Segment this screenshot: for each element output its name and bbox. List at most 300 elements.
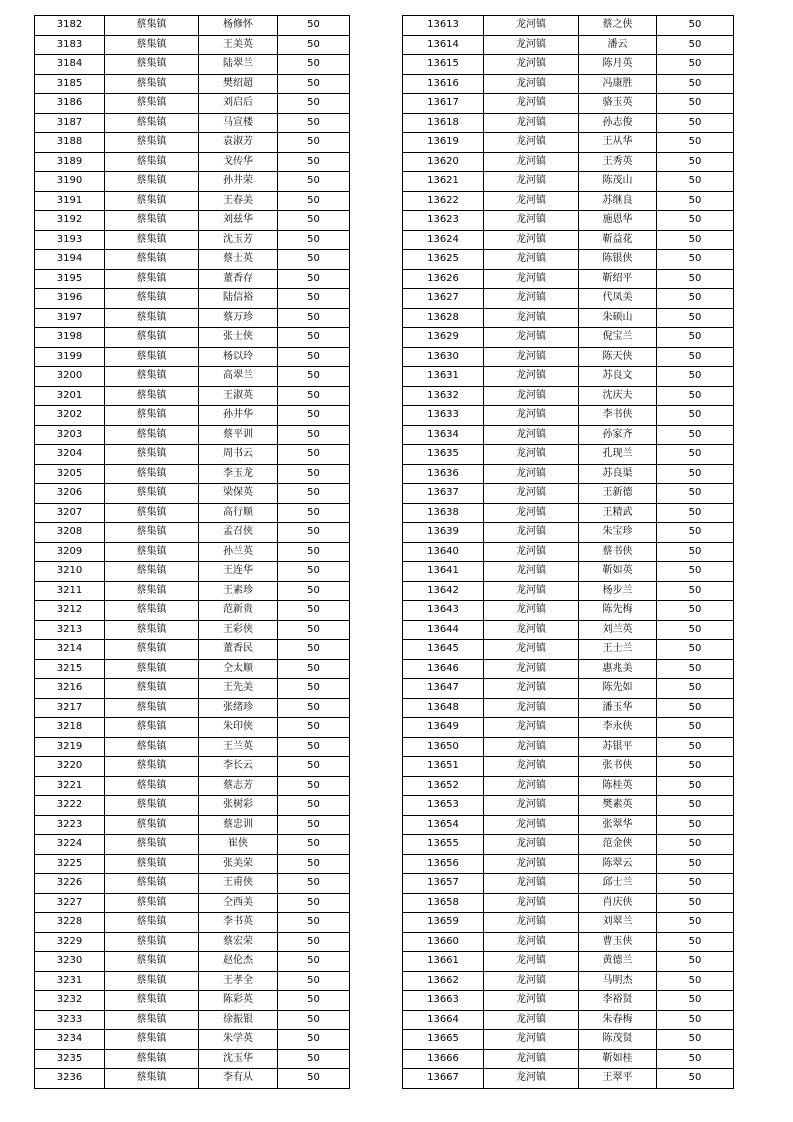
town-cell: 蔡集镇 [105,991,199,1011]
amount-cell: 50 [657,55,734,75]
amount-cell: 50 [657,659,734,679]
row-number-cell: 3184 [35,55,105,75]
amount-cell: 50 [278,328,350,348]
town-cell: 龙河镇 [484,854,579,874]
town-cell: 蔡集镇 [105,620,199,640]
table-row [35,425,350,445]
amount-cell: 50 [278,815,350,835]
amount-cell: 50 [657,874,734,894]
town-cell: 蔡集镇 [105,464,199,484]
table-row [35,796,350,816]
row-number-cell: 3213 [35,620,105,640]
table-row [403,601,734,621]
name-cell: 蔡宏荣 [199,932,278,952]
name-cell: 骆玉英 [579,94,657,114]
row-number-cell: 13653 [403,796,484,816]
name-cell: 蔡万珍 [199,308,278,328]
table-row [35,620,350,640]
row-number-cell: 13639 [403,523,484,543]
town-cell: 龙河镇 [484,172,579,192]
amount-cell: 50 [657,386,734,406]
amount-cell: 50 [278,913,350,933]
table-row [35,1010,350,1030]
name-cell: 黄德兰 [579,952,657,972]
name-cell: 陆信裕 [199,289,278,309]
table-row [403,679,734,699]
table-row [403,971,734,991]
row-number-cell: 13665 [403,1030,484,1050]
town-cell: 蔡集镇 [105,523,199,543]
row-number-cell: 13621 [403,172,484,192]
row-number-cell: 13636 [403,464,484,484]
town-cell: 蔡集镇 [105,230,199,250]
town-cell: 蔡集镇 [105,913,199,933]
table-row [35,932,350,952]
name-cell: 范新贵 [199,601,278,621]
name-cell: 陆翠兰 [199,55,278,75]
amount-cell: 50 [278,698,350,718]
table-row [403,581,734,601]
row-number-cell: 13659 [403,913,484,933]
town-cell: 蔡集镇 [105,776,199,796]
table-row [403,133,734,153]
name-cell: 孙井荣 [199,172,278,192]
town-cell: 龙河镇 [484,932,579,952]
table-row [35,640,350,660]
row-number-cell: 13652 [403,776,484,796]
row-number-cell: 13635 [403,445,484,465]
name-cell: 刘翠兰 [579,913,657,933]
amount-cell: 50 [657,113,734,133]
amount-cell: 50 [657,1030,734,1050]
table-row [403,991,734,1011]
row-number-cell: 3219 [35,737,105,757]
table-row [35,133,350,153]
amount-cell: 50 [278,172,350,192]
row-number-cell: 13615 [403,55,484,75]
town-cell: 龙河镇 [484,133,579,153]
table-row [403,269,734,289]
amount-cell: 50 [657,94,734,114]
row-number-cell: 13623 [403,211,484,231]
name-cell: 梁保英 [199,484,278,504]
row-number-cell: 3236 [35,1069,105,1089]
amount-cell: 50 [278,971,350,991]
table-row [403,55,734,75]
name-cell: 李长云 [199,757,278,777]
name-cell: 王士兰 [579,640,657,660]
amount-cell: 50 [278,932,350,952]
amount-cell: 50 [278,718,350,738]
town-cell: 龙河镇 [484,718,579,738]
name-cell: 王淑英 [199,386,278,406]
table-row [403,211,734,231]
name-cell: 范金侠 [579,835,657,855]
name-cell: 沈玉芳 [199,230,278,250]
table-row [35,250,350,270]
name-cell: 王翠平 [579,1069,657,1089]
town-cell: 蔡集镇 [105,250,199,270]
name-cell: 张绪珍 [199,698,278,718]
town-cell: 龙河镇 [484,893,579,913]
name-cell: 靳绍平 [579,269,657,289]
amount-cell: 50 [278,542,350,562]
town-cell: 龙河镇 [484,464,579,484]
row-number-cell: 13644 [403,620,484,640]
amount-cell: 50 [657,737,734,757]
table-row [403,113,734,133]
amount-cell: 50 [657,620,734,640]
table-row [35,445,350,465]
table-row [35,581,350,601]
table-row [35,191,350,211]
name-cell: 王孝全 [199,971,278,991]
town-cell: 蔡集镇 [105,445,199,465]
table-row [403,386,734,406]
row-number-cell: 13634 [403,425,484,445]
row-number-cell: 13657 [403,874,484,894]
name-cell: 王连华 [199,562,278,582]
row-number-cell: 3217 [35,698,105,718]
row-number-cell: 3210 [35,562,105,582]
table-row [403,347,734,367]
amount-cell: 50 [278,133,350,153]
row-number-cell: 3235 [35,1049,105,1069]
row-number-cell: 3229 [35,932,105,952]
name-cell: 张树彩 [199,796,278,816]
amount-cell: 50 [278,55,350,75]
table-row [403,854,734,874]
table-row [403,464,734,484]
row-number-cell: 13630 [403,347,484,367]
row-number-cell: 3195 [35,269,105,289]
town-cell: 蔡集镇 [105,601,199,621]
amount-cell: 50 [657,328,734,348]
table-row [35,1049,350,1069]
name-cell: 张士侠 [199,328,278,348]
amount-cell: 50 [278,406,350,426]
row-number-cell: 3185 [35,74,105,94]
row-number-cell: 13614 [403,35,484,55]
name-cell: 孔现兰 [579,445,657,465]
table-row [35,757,350,777]
amount-cell: 50 [278,640,350,660]
name-cell: 刘兰英 [579,620,657,640]
table-row [403,932,734,952]
table-row [35,659,350,679]
name-cell: 马明杰 [579,971,657,991]
row-number-cell: 13613 [403,16,484,36]
name-cell: 仝西美 [199,893,278,913]
name-cell: 董香存 [199,269,278,289]
town-cell: 蔡集镇 [105,815,199,835]
town-cell: 龙河镇 [484,230,579,250]
town-cell: 蔡集镇 [105,640,199,660]
table-row [403,835,734,855]
amount-cell: 50 [278,503,350,523]
name-cell: 朱印侠 [199,718,278,738]
name-cell: 陈彩英 [199,991,278,1011]
row-number-cell: 13633 [403,406,484,426]
row-number-cell: 13622 [403,191,484,211]
table-row [403,74,734,94]
table-row [35,737,350,757]
town-cell: 龙河镇 [484,113,579,133]
amount-cell: 50 [657,16,734,36]
amount-cell: 50 [657,35,734,55]
name-cell: 孙兰英 [199,542,278,562]
table-row [403,289,734,309]
table-row [35,347,350,367]
amount-cell: 50 [278,308,350,328]
amount-cell: 50 [657,269,734,289]
row-number-cell: 13641 [403,562,484,582]
table-row [403,484,734,504]
row-number-cell: 3230 [35,952,105,972]
town-cell: 龙河镇 [484,94,579,114]
row-number-cell: 13658 [403,893,484,913]
table-row [35,94,350,114]
table-row [35,55,350,75]
town-cell: 龙河镇 [484,601,579,621]
table-row [403,893,734,913]
town-cell: 蔡集镇 [105,542,199,562]
table-row [403,94,734,114]
town-cell: 龙河镇 [484,698,579,718]
amount-cell: 50 [657,1069,734,1089]
town-cell: 龙河镇 [484,679,579,699]
row-number-cell: 13624 [403,230,484,250]
town-cell: 龙河镇 [484,1030,579,1050]
name-cell: 刘兹华 [199,211,278,231]
town-cell: 龙河镇 [484,445,579,465]
amount-cell: 50 [278,659,350,679]
town-cell: 龙河镇 [484,835,579,855]
row-number-cell: 3220 [35,757,105,777]
table-row [403,562,734,582]
table-row [35,913,350,933]
name-cell: 樊绍超 [199,74,278,94]
town-cell: 蔡集镇 [105,35,199,55]
table-row [403,503,734,523]
row-number-cell: 13626 [403,269,484,289]
table-row [35,35,350,55]
table-row [35,874,350,894]
table-row [403,659,734,679]
row-number-cell: 13628 [403,308,484,328]
amount-cell: 50 [278,874,350,894]
name-cell: 董香民 [199,640,278,660]
name-cell: 蔡之侠 [579,16,657,36]
table-row [35,464,350,484]
amount-cell: 50 [278,367,350,387]
name-cell: 王从华 [579,133,657,153]
row-number-cell: 13620 [403,152,484,172]
table-row [403,16,734,36]
name-cell: 杨以玲 [199,347,278,367]
town-cell: 蔡集镇 [105,172,199,192]
name-cell: 陈茂山 [579,172,657,192]
row-number-cell: 3194 [35,250,105,270]
town-cell: 蔡集镇 [105,835,199,855]
amount-cell: 50 [657,581,734,601]
town-cell: 蔡集镇 [105,503,199,523]
table-row [35,698,350,718]
town-cell: 蔡集镇 [105,308,199,328]
row-number-cell: 3214 [35,640,105,660]
name-cell: 蔡士英 [199,250,278,270]
name-cell: 朱硕山 [579,308,657,328]
row-number-cell: 3182 [35,16,105,36]
town-cell: 蔡集镇 [105,1010,199,1030]
name-cell: 王甫侠 [199,874,278,894]
name-cell: 王美英 [199,35,278,55]
table-row [35,971,350,991]
town-cell: 蔡集镇 [105,191,199,211]
town-cell: 蔡集镇 [105,94,199,114]
town-cell: 蔡集镇 [105,367,199,387]
name-cell: 蔡平训 [199,425,278,445]
amount-cell: 50 [278,854,350,874]
table-row [403,425,734,445]
row-number-cell: 3209 [35,542,105,562]
town-cell: 蔡集镇 [105,698,199,718]
amount-cell: 50 [278,1010,350,1030]
amount-cell: 50 [278,484,350,504]
town-cell: 蔡集镇 [105,133,199,153]
row-number-cell: 13646 [403,659,484,679]
table-row [35,893,350,913]
town-cell: 蔡集镇 [105,971,199,991]
town-cell: 蔡集镇 [105,152,199,172]
name-cell: 代凤美 [579,289,657,309]
amount-cell: 50 [278,386,350,406]
right-table-body [403,16,734,1089]
table-row [403,152,734,172]
table-row [35,406,350,426]
row-number-cell: 3208 [35,523,105,543]
table-row [403,698,734,718]
row-number-cell: 3198 [35,328,105,348]
name-cell: 沈庆夫 [579,386,657,406]
row-number-cell: 13663 [403,991,484,1011]
name-cell: 孙家齐 [579,425,657,445]
table-row [403,250,734,270]
amount-cell: 50 [278,679,350,699]
town-cell: 龙河镇 [484,74,579,94]
table-row [35,269,350,289]
town-cell: 蔡集镇 [105,289,199,309]
town-cell: 龙河镇 [484,1049,579,1069]
name-cell: 高行顺 [199,503,278,523]
row-number-cell: 13625 [403,250,484,270]
town-cell: 龙河镇 [484,484,579,504]
table-row [403,620,734,640]
name-cell: 袁淑芳 [199,133,278,153]
amount-cell: 50 [278,1069,350,1089]
name-cell: 王春美 [199,191,278,211]
amount-cell: 50 [657,230,734,250]
table-row [403,35,734,55]
amount-cell: 50 [278,835,350,855]
table-row [403,1010,734,1030]
name-cell: 潘云 [579,35,657,55]
town-cell: 龙河镇 [484,55,579,75]
town-cell: 龙河镇 [484,737,579,757]
town-cell: 蔡集镇 [105,659,199,679]
row-number-cell: 13655 [403,835,484,855]
row-number-cell: 13666 [403,1049,484,1069]
row-number-cell: 3232 [35,991,105,1011]
row-number-cell: 3203 [35,425,105,445]
amount-cell: 50 [278,445,350,465]
amount-cell: 50 [657,601,734,621]
name-cell: 孟召侠 [199,523,278,543]
name-cell: 施恩华 [579,211,657,231]
amount-cell: 50 [278,289,350,309]
name-cell: 戈传华 [199,152,278,172]
row-number-cell: 13616 [403,74,484,94]
town-cell: 龙河镇 [484,523,579,543]
town-cell: 蔡集镇 [105,347,199,367]
row-number-cell: 3221 [35,776,105,796]
town-cell: 龙河镇 [484,874,579,894]
table-row [403,542,734,562]
town-cell: 蔡集镇 [105,737,199,757]
amount-cell: 50 [278,601,350,621]
row-number-cell: 13648 [403,698,484,718]
row-number-cell: 3218 [35,718,105,738]
town-cell: 龙河镇 [484,152,579,172]
row-number-cell: 3200 [35,367,105,387]
amount-cell: 50 [657,503,734,523]
amount-cell: 50 [657,191,734,211]
row-number-cell: 13662 [403,971,484,991]
table-row [35,503,350,523]
row-number-cell: 3223 [35,815,105,835]
town-cell: 蔡集镇 [105,874,199,894]
town-cell: 龙河镇 [484,659,579,679]
amount-cell: 50 [657,952,734,972]
amount-cell: 50 [657,484,734,504]
town-cell: 龙河镇 [484,347,579,367]
name-cell: 蔡志芳 [199,776,278,796]
town-cell: 蔡集镇 [105,406,199,426]
amount-cell: 50 [278,425,350,445]
row-number-cell: 13643 [403,601,484,621]
row-number-cell: 3224 [35,835,105,855]
amount-cell: 50 [278,94,350,114]
row-number-cell: 13661 [403,952,484,972]
amount-cell: 50 [278,952,350,972]
name-cell: 朱宝珍 [579,523,657,543]
table-row [403,523,734,543]
amount-cell: 50 [278,113,350,133]
town-cell: 蔡集镇 [105,386,199,406]
table-row [35,562,350,582]
row-number-cell: 13642 [403,581,484,601]
right-table [402,15,734,1089]
row-number-cell: 13651 [403,757,484,777]
table-row [403,913,734,933]
table-row [35,1069,350,1089]
amount-cell: 50 [657,913,734,933]
amount-cell: 50 [657,562,734,582]
row-number-cell: 13667 [403,1069,484,1089]
name-cell: 张翠华 [579,815,657,835]
row-number-cell: 3228 [35,913,105,933]
amount-cell: 50 [278,347,350,367]
